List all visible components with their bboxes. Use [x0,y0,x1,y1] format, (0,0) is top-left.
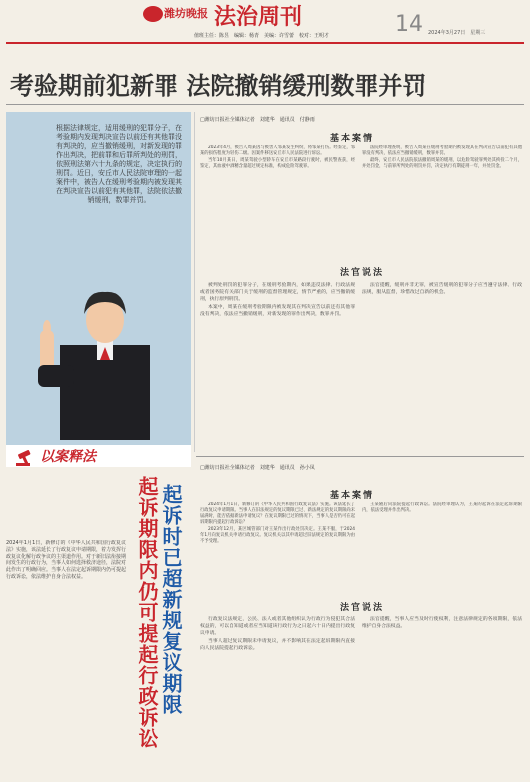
article2-facts-col1 [200,502,355,592]
paragraph: 2024年1月1日，新修订的《中华人民共和国行政复议法》实施。该法延长了行政复议申请期限。当事人在旧法规定的复议期限已过、新法规定的复议期限尚未届满时，能否依据新法申请复议？在复议期限已过的情况下，当事人是否仍可在起诉期限内提起行政诉讼？ [200,502,355,525]
page-number: 14 [395,12,423,37]
column-separator [194,112,195,452]
paragraph: 行政复议法规定，公民、法人或者其他组织认为行政行为侵犯其合法权益的，可以自知道或者应当知道该行政行为之日起六十日内提出行政复议申请。 [200,617,355,636]
article2-headline-line2: 起诉时已超新规复议期限 [159,484,183,715]
section-divider [196,456,524,457]
article1-intro-text: 根据法律规定，适用缓刑的犯罪分子，在考验期内发现判决宣告以前还有其他罪没有判决的，应当撤销缓刑，对新发现的罪作出判决，把前罪和后罪所判处的刑罚，依照刑法第六十九条的规定，决定执行的刑罚。近日，安丘市人民法院审理的一起案件中，被告人在缓刑考验期内被发现其在判决宣告以前犯有其他罪，法院依法撤销缓刑，数罪并罚。 [56,124,182,204]
article2-headline [132,470,192,782]
article1-byline: □潍坊日报社全媒体记者 刘建华 通讯员 付静雨 [200,117,315,123]
article1-law-heading: 法官说法 [340,268,385,278]
paragraph: 王某随后向法院提起行政诉讼。法院经审理认为，王某的起诉在法定起诉期限内，依法受理并作出判决。 [362,502,522,513]
paragraph: 本案中，周某在缓刑考验期限内被发现其在判决宣告以前还有其他罪没有判决，依法应当撤销缓刑，对新发现的罪作出判决，数罪并罚。 [200,305,355,317]
paragraph: 2023年4月，被告人周某因与被害人邹某发生纠纷，将邹某打伤。经鉴定，邹某的损伤程度为轻伤二级。因案件移送安丘市人民法院进行诉讼。 [200,145,355,156]
headline-divider [6,104,524,105]
article1-facts-col1 [200,145,355,257]
paragraph: 法官提醒，缓刑并非无罪，被宣告缓刑的犯罪分子应当遵守法律、行政法规，服从监督，珍惜改过自新的机会。 [362,283,522,295]
article1-law-col2 [362,282,522,442]
judge-illustration [20,250,160,440]
issue-date: 2024年3月27日 星期三 [428,30,486,36]
article2-law-heading: 法官说法 [340,603,385,613]
article2-facts-col2 [362,502,522,592]
newspaper-logo-icon [143,6,163,22]
article2-law-col1 [200,616,355,778]
article2-headline-line1: 起诉期限内仍可提起行政诉讼 [135,476,159,749]
section-title: 法治周刊 [214,4,303,30]
header-divider [6,42,524,44]
paragraph: 2023年12月，某区城管部门对王某作出行政处罚决定。王某不服，于2024年1月向复议机关申请行政复议。复议机关以其申请超过旧法规定的复议期限为由不予受理。 [200,527,355,544]
case-banner-label: 以案释法 [40,449,96,465]
article1-facts-heading: 基本案情 [330,134,375,144]
article2-law-col2 [362,616,522,778]
article2-intro-column: 2024年1月1日，新修订的《中华人民共和国行政复议法》实施，该法延长了行政复议申请期限，着力发挥行政复议化解行政争议的主渠道作用。对于新旧法衔接期间发生的行政行为，当事人如何选择救济途径，法院对此作出了明确回应。当事人在法定起诉期限内仍可提起行政诉讼，依法维护自身合法权益。 [6,540,126,580]
paragraph: 法官提醒，当事人应当及时行使权利，注意法律规定的各项期限，依法维护自身合法权益。 [362,617,522,629]
paragraph: 被判处刑罚的犯罪分子，在缓刑考验期内，如果违反法律、行政法规或者国务院有关部门关于缓刑的监督管理规定，情节严重的，应当撤销缓刑，执行原判刑罚。 [200,283,355,302]
paper-name: 潍坊晚报 [164,7,208,20]
article1-facts-col2 [362,145,522,257]
paragraph: 最终，安丘市人民法院依法撤销周某的缓刑，以危险驾驶罪判处其拘役二个月，并处罚金，与前罪所判处的刑罚并罚，决定执行有期徒刑一年，并处罚金。 [362,158,522,169]
paragraph: 当事人超过复议期限未申请复议，并不影响其在法定起诉期限内直接向人民法院提起行政诉讼。 [200,639,355,651]
article2-facts-heading: 基本案情 [330,491,375,501]
paragraph: 法院经审理查明，被告人周某在缓刑考验期内被发现其在判决宣告以前犯有其他罪没有判决，依法应当撤销缓刑，数罪并罚。 [362,145,522,156]
article2-byline: □潍坊日报社全媒体记者 刘建华 通讯员 孙小凤 [200,465,315,471]
gavel-icon [16,448,38,466]
paragraph: 当年10月某日，周某驾驶小型轿车在安丘市某路段行驶时，被民警查获，经鉴定，其血液中酒精含量超过规定标准，构成危险驾驶罪。 [200,158,355,169]
staff-line: 值班主任：陈昱 编辑：杨青 美编：许雪蕾 校对：王明才 [194,33,330,39]
article1-law-col1 [200,282,355,442]
article1-headline: 考验期前犯新罪 法院撤销缓刑数罪并罚 [10,72,427,100]
